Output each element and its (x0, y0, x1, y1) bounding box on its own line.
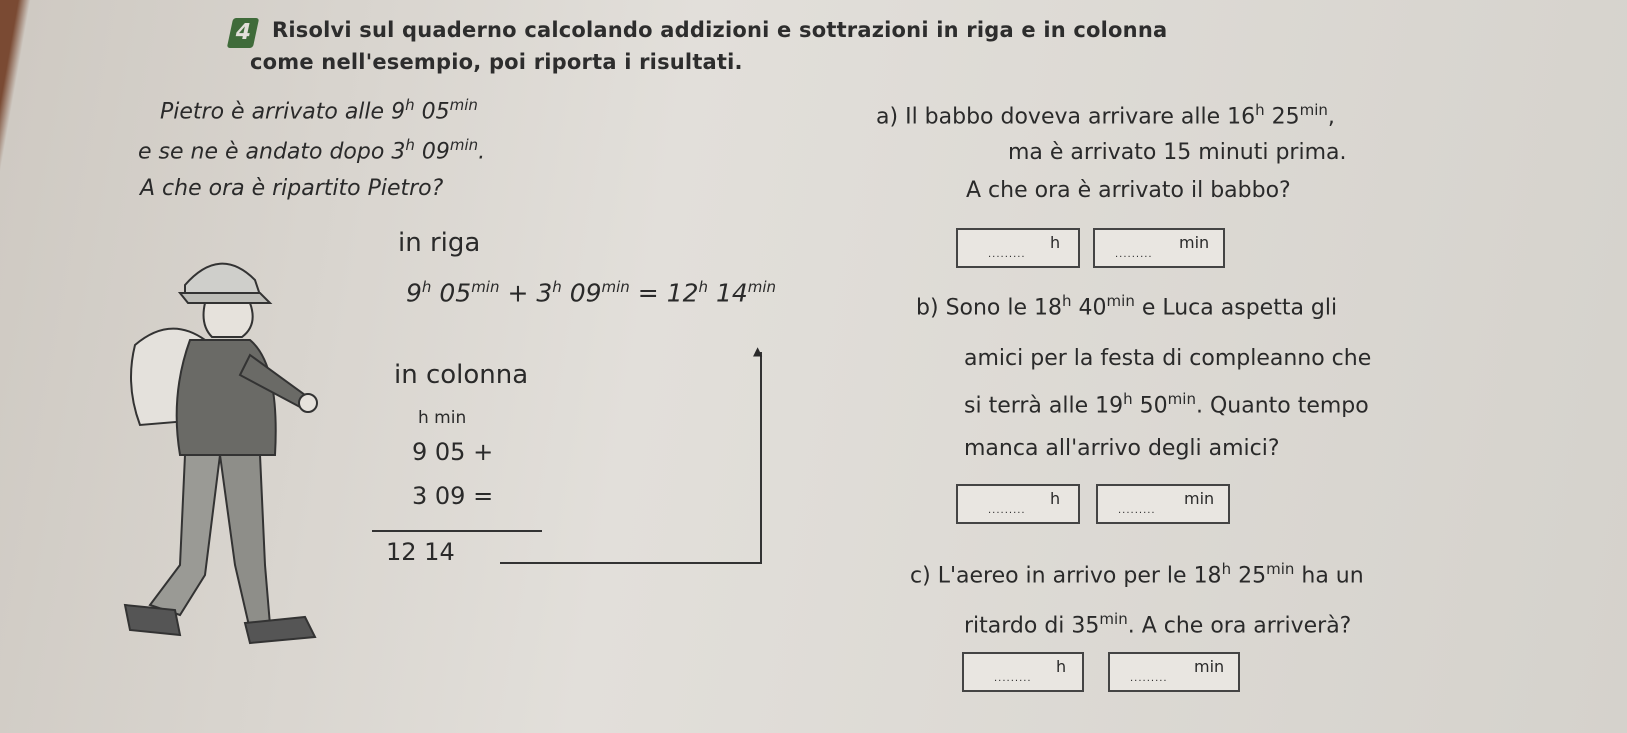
problem-a-minutes-box[interactable]: ......... min (1093, 228, 1225, 268)
example-line-2: e se ne è andato dopo 3$^h$ $09^{min}$. (138, 136, 486, 165)
problem-c-hours-box[interactable]: ......... h (962, 652, 1084, 692)
problem-b-minutes-box[interactable]: ......... min (1096, 484, 1230, 524)
column-row-1: 9 05 + (412, 438, 494, 466)
in-riga-label: in riga (398, 228, 481, 258)
example-question: A che ora è ripartito Pietro? (140, 176, 444, 201)
in-riga-equation: 9$^h$ $05^{min} + 3^h$ $09^{min} = 12^h$ $14^{min}$ (406, 278, 777, 308)
problem-b-line-2: amici per la festa di compleanno che (964, 346, 1372, 371)
column-row-2: 3 09 = (412, 482, 494, 510)
problem-c-line-2: ritardo di $35^{min}$. A che ora arriverà? (964, 610, 1352, 639)
walking-boy-illustration (110, 245, 340, 675)
example-line-1: Pietro è arrivato alle 9$^h$ $05^{min}$ (160, 96, 478, 125)
divider-horizontal (500, 562, 762, 564)
problem-a-line-2: ma è arrivato 15 minuti prima. (1008, 140, 1347, 165)
problem-b-hours-box[interactable]: ......... h (956, 484, 1080, 524)
problem-c-line-1: c) L'aereo in arrivo per le 18$^h$ $25^{min}$ ha un (910, 560, 1364, 589)
problem-a-line-1: a) Il babbo doveva arrivare alle 16$^h$ $25^{min}$, (876, 101, 1335, 130)
problem-c-minutes-box[interactable]: ......... min (1108, 652, 1240, 692)
problem-b-line-1: b) Sono le 18$^h$ $40^{min}$ e Luca aspetta gli (916, 292, 1338, 321)
in-colonna-label: in colonna (394, 360, 529, 390)
exercise-number-badge: 4 (227, 18, 259, 48)
problem-b-question: manca all'arrivo degli amici? (964, 436, 1280, 461)
column-sum-line (372, 530, 542, 532)
column-header: h min (418, 408, 467, 428)
problem-b-line-3: si terrà alle 19$^h$ $50^{min}$. Quanto tempo (964, 390, 1369, 419)
instruction-line-1: Risolvi sul quaderno calcolando addizioni e sottrazioni in riga e in colonna (272, 18, 1168, 42)
instruction-line-2: come nell'esempio, poi riporta i risultati. (250, 50, 743, 74)
problem-a-hours-box[interactable]: ......... h (956, 228, 1080, 268)
divider-arrow-icon: ▲ (753, 344, 763, 358)
divider-vertical (760, 352, 762, 564)
problem-a-question: A che ora è arrivato il babbo? (966, 178, 1291, 203)
column-result: 12 14 (386, 538, 455, 566)
